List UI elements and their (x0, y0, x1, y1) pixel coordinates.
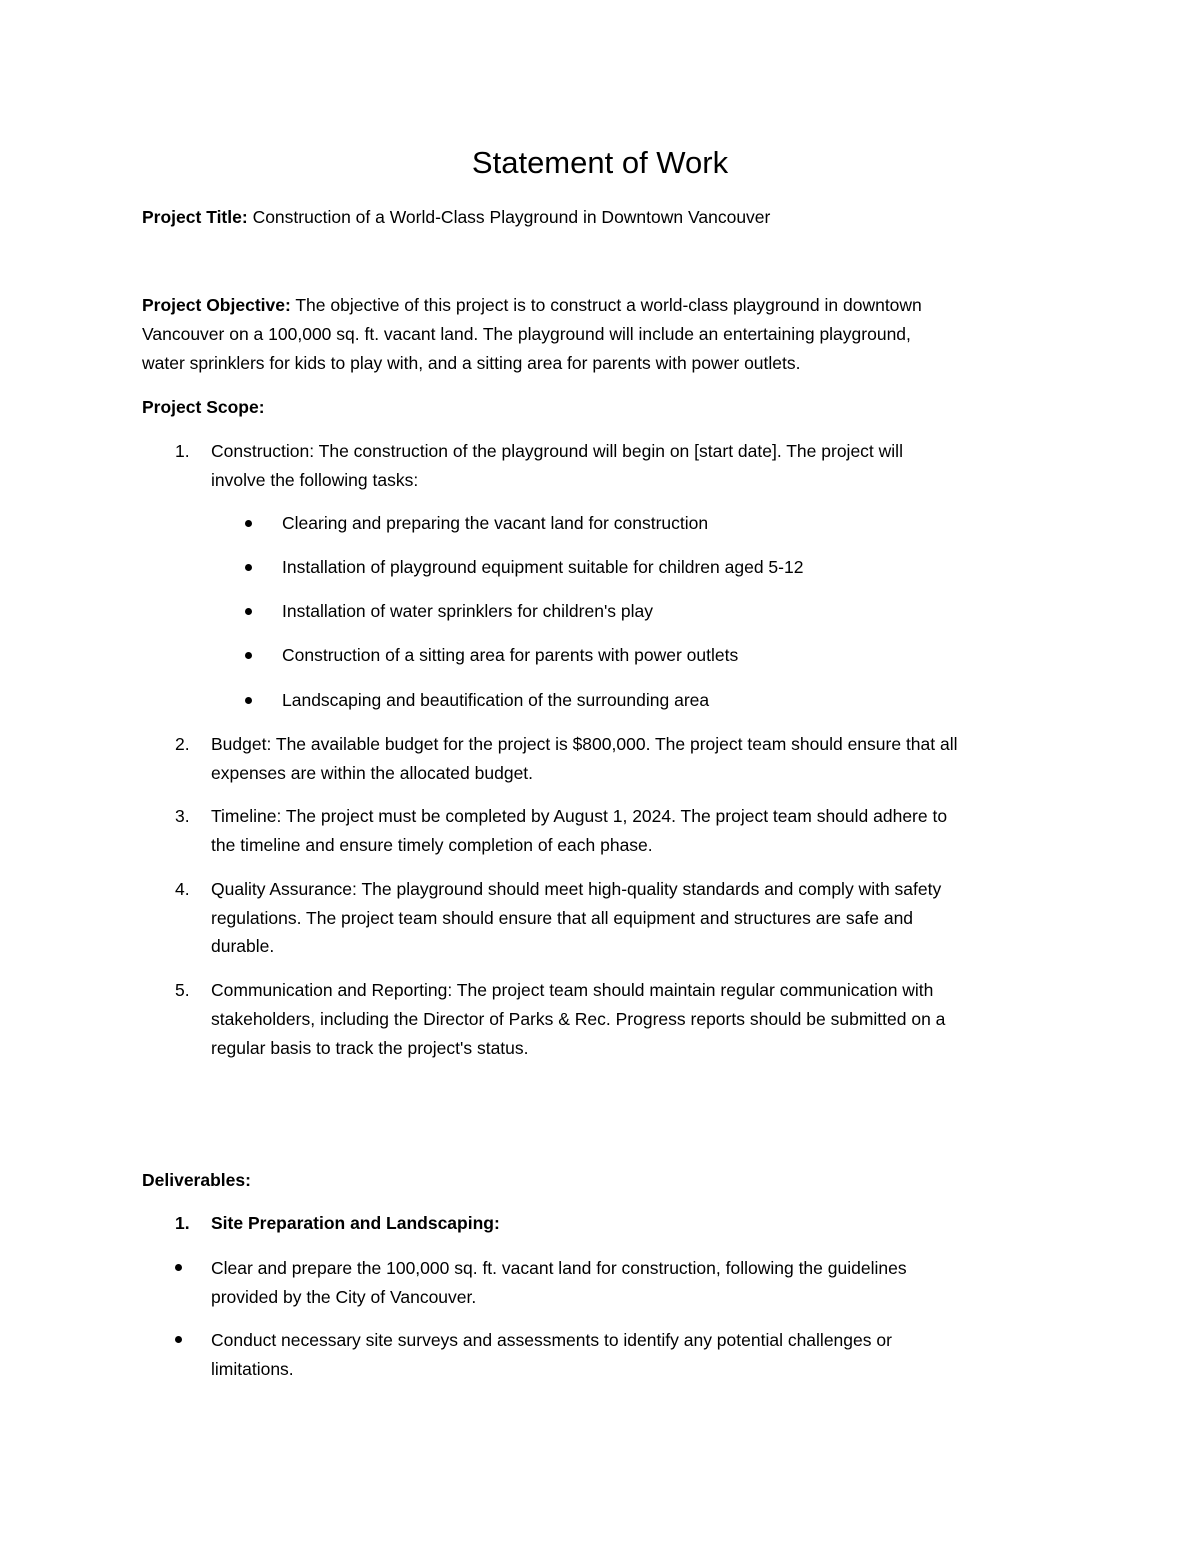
document-title: Statement of Work (471, 145, 729, 180)
scope-item-4-number: 4. (175, 879, 190, 899)
deliverables-heading: Deliverables: (142, 1170, 251, 1190)
scope-item-1-number: 1. (175, 441, 190, 461)
deliverable-1-label: Site Preparation and Landscaping: (211, 1213, 500, 1233)
scope-item-2-line-1: Budget: The available budget for the project is $800,000. The project team should ensure that all (211, 734, 958, 754)
scope-item-2-number: 2. (175, 734, 190, 754)
project-objective-line-3: water sprinklers for kids to play with, and a sitting area for parents with power outlets. (142, 353, 801, 373)
scope-item-4-line-2: regulations. The project team should ensure that all equipment and structures are safe and (211, 908, 914, 928)
deliverable-1-bullet-2-line-1: Conduct necessary site surveys and assessments to identify any potential challenges or (211, 1330, 892, 1350)
project-objective-line-2: Vancouver on a 100,000 sq. ft. vacant land. The playground will include an entertaining playground, (142, 324, 911, 344)
scope-item-3-line-2: the timeline and ensure timely completion of each phase. (211, 835, 653, 855)
bullet-icon (175, 1264, 182, 1271)
scope-task-3: Installation of water sprinklers for children's play (282, 601, 654, 621)
scope-item-5-number: 5. (175, 980, 190, 1000)
project-title-line (142, 203, 770, 232)
scope-item-4-line-1: Quality Assurance: The playground should meet high-quality standards and comply with safety (211, 879, 942, 899)
bullet-icon (245, 520, 252, 527)
project-objective-text-1: The objective of this project is to construct a world-class playground in downtown (295, 295, 922, 315)
scope-item-1-line-2: involve the following tasks: (211, 470, 419, 490)
scope-item-5-line-3: regular basis to track the project's status. (211, 1038, 529, 1058)
scope-item-5-line-1: Communication and Reporting: The project team should maintain regular communication with (211, 980, 934, 1000)
deliverable-1-bullet-2-line-2: limitations. (211, 1359, 294, 1379)
scope-item-2-line-2: expenses are within the allocated budget. (211, 763, 534, 783)
deliverable-1-bullet-1-line-2: provided by the City of Vancouver. (211, 1287, 477, 1307)
project-objective-label: Project Objective: (142, 295, 291, 315)
scope-task-5: Landscaping and beautification of the surrounding area (282, 690, 710, 710)
bullet-icon (175, 1336, 182, 1343)
bullet-icon (245, 608, 252, 615)
bullet-icon (245, 697, 252, 704)
deliverable-1-number: 1. (175, 1213, 190, 1233)
scope-item-1-line-1: Construction: The construction of the playground will begin on [start date]. The project will (211, 441, 903, 461)
scope-task-4: Construction of a sitting area for parents with power outlets (282, 645, 739, 665)
bullet-icon (245, 652, 252, 659)
scope-task-1: Clearing and preparing the vacant land for construction (282, 513, 709, 533)
project-title-label: Project Title: (142, 207, 248, 227)
project-scope-heading: Project Scope: (142, 397, 265, 417)
project-objective-line-1 (142, 291, 922, 320)
scope-item-3-number: 3. (175, 806, 190, 826)
project-title-text: Construction of a World-Class Playground in Downtown Vancouver (252, 207, 771, 227)
scope-item-3-line-1: Timeline: The project must be completed by August 1, 2024. The project team should adhere to (211, 806, 948, 826)
scope-item-5-line-2: stakeholders, including the Director of Parks & Rec. Progress reports should be submitted on a (211, 1009, 946, 1029)
scope-item-4-line-3: durable. (211, 936, 275, 956)
deliverable-1-bullet-1-line-1: Clear and prepare the 100,000 sq. ft. vacant land for construction, following the guidelines (211, 1258, 907, 1278)
scope-task-2: Installation of playground equipment suitable for children aged 5-12 (282, 557, 804, 577)
bullet-icon (245, 564, 252, 571)
